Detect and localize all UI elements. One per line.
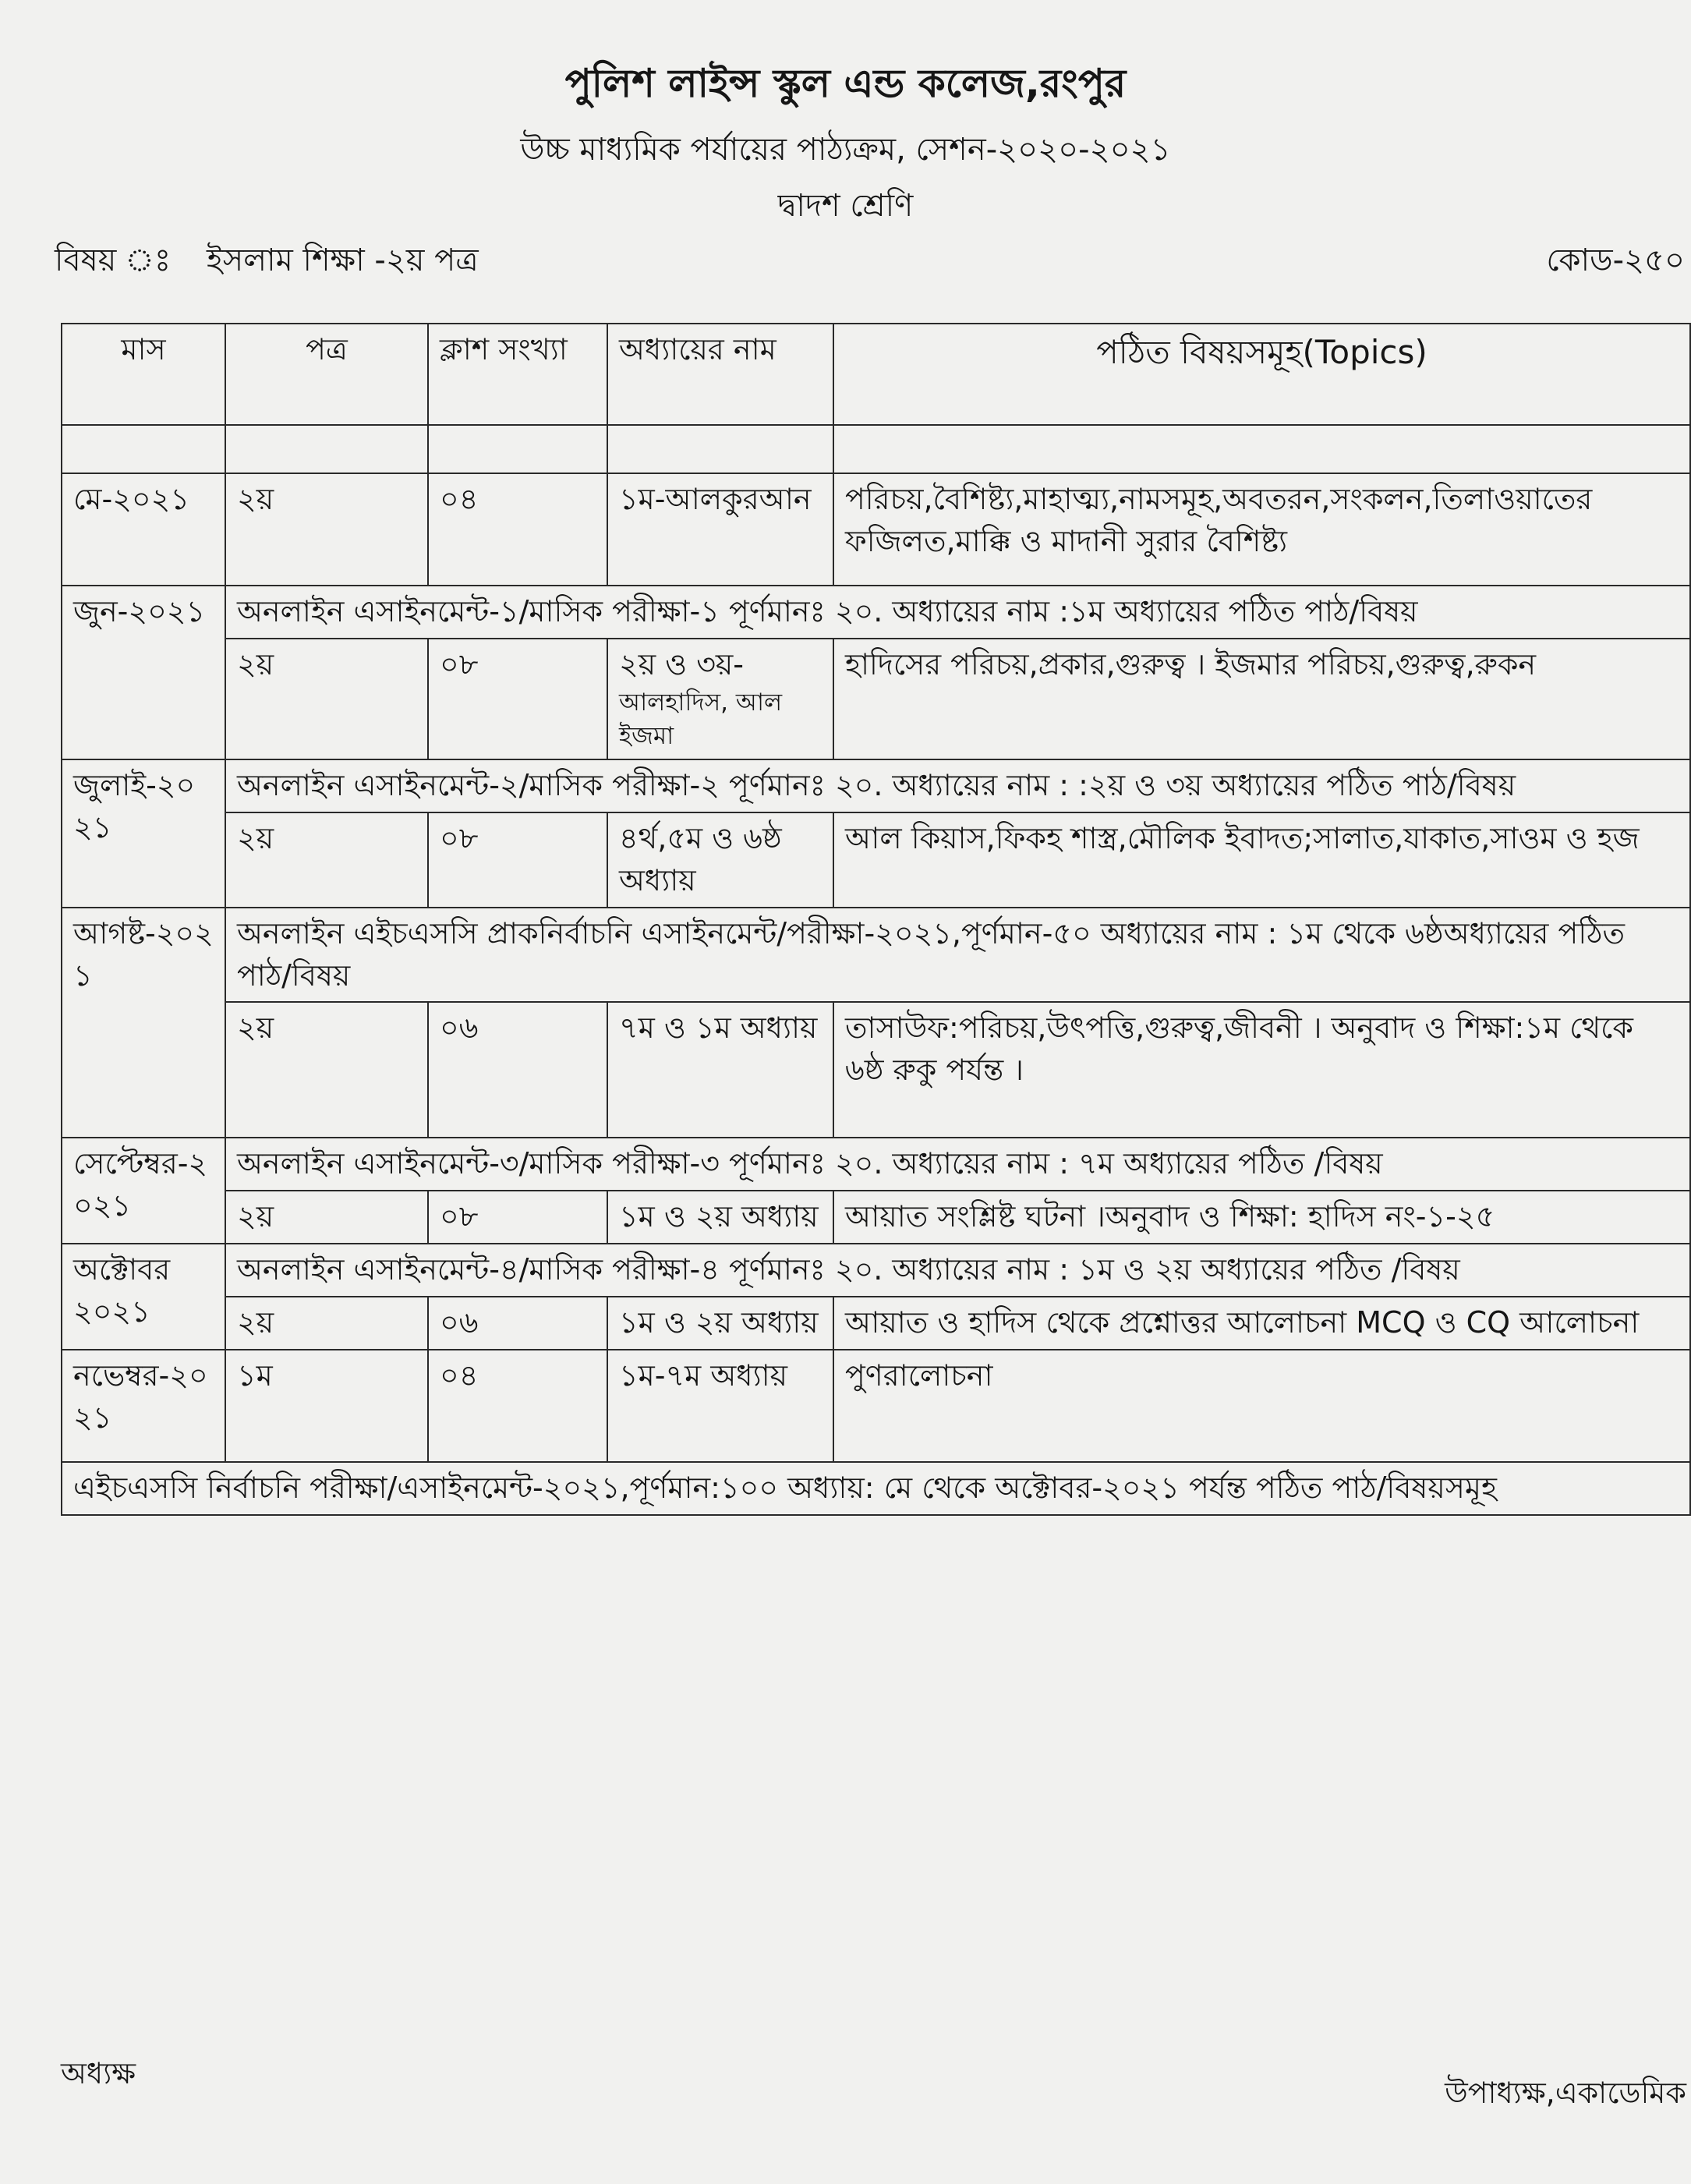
- chapter-cell: ৪র্থ,৫ম ও ৬ষ্ঠ অধ্যায়: [607, 812, 833, 908]
- document-title: পুলিশ লাইন্স স্কুল এন্ড কলেজ,রংপুর: [564, 61, 1127, 106]
- class-count-cell: ০৪: [428, 473, 607, 586]
- assessment-note: অনলাইন এইচএসসি প্রাকনির্বাচনি এসাইনমেন্ট/পরীক্ষা-২০২১,পূর্ণমান-৫০ অধ্যায়ের নাম : ১ম থেকে ৬ষ্ঠঅধ্যায়ের পঠিত পাঠ/বিষয়: [225, 908, 1690, 1003]
- table-row: [62, 586, 1690, 639]
- topics-cell: আয়াত সংশ্লিষ্ট ঘটনা ।অনুবাদ ও শিক্ষা: হাদিস নং-১-২৫: [833, 1191, 1690, 1244]
- chapter-cell: ১ম-৭ম অধ্যায়: [607, 1350, 833, 1462]
- header-month: মাস: [62, 324, 225, 425]
- topics-cell: তাসাউফ:পরিচয়,উৎপত্তি,গুরুত্ব,জীবনী । অনুবাদ ও শিক্ষা:১ম থেকে ৬ষ্ঠ রুকু পর্যন্ত ।: [833, 1002, 1690, 1138]
- document-subtitle: উচ্চ মাধ্যমিক পর্যায়ের পাঠ্যক্রম, সেশন-২০২০-২০২১: [520, 132, 1171, 168]
- class-count-cell: ০৮: [428, 1191, 607, 1244]
- chapter-cell: ৭ম ও ১ম অধ্যায়: [607, 1002, 833, 1138]
- month-cell: জুন-২০২১: [62, 586, 225, 759]
- chapter-cell: ১ম ও ২য় অধ্যায়: [607, 1191, 833, 1244]
- table-row: [62, 425, 1690, 473]
- topics-cell: পরিচয়,বৈশিষ্ট্য,মাহাত্ম্য,নামসমূহ,অবতরন,সংকলন,তিলাওয়াতের ফজিলত,মাক্কি ও মাদানী সুরার বৈশিষ্ট্য: [833, 473, 1690, 586]
- table-row: [62, 639, 1690, 759]
- class-count-cell: ০৬: [428, 1297, 607, 1350]
- paper-cell: ২য়: [225, 473, 428, 586]
- table-row: [62, 1244, 1690, 1297]
- table-row: [62, 1138, 1690, 1191]
- header-class-count: ক্লাশ সংখ্যা: [428, 324, 607, 425]
- principal-signature-label: অধ্যক্ষ: [61, 2056, 136, 2090]
- final-exam-note: এইচএসসি নির্বাচনি পরীক্ষা/এসাইনমেন্ট-২০২১,পূর্ণমান:১০০ অধ্যায়: মে থেকে অক্টোবর-২০২১ পর্যন্ত পঠিত পাঠ/বিষয়সমূহ: [62, 1462, 1690, 1515]
- assessment-note: অনলাইন এসাইনমেন্ট-৪/মাসিক পরীক্ষা-৪ পূর্ণমানঃ ২০. অধ্যায়ের নাম : ১ম ও ২য় অধ্যায়ের পঠিত /বিষয়: [225, 1244, 1690, 1297]
- chapter-cell: ১ম ও ২য় অধ্যায়: [607, 1297, 833, 1350]
- class-count-cell: ০৪: [428, 1350, 607, 1462]
- class-count-cell: ০৮: [428, 639, 607, 759]
- paper-cell: ২য়: [225, 639, 428, 759]
- assessment-note: অনলাইন এসাইনমেন্ট-২/মাসিক পরীক্ষা-২ পূর্ণমানঃ ২০. অধ্যায়ের নাম : :২য় ও ৩য় অধ্যায়ের পঠিত পাঠ/বিষয়: [225, 759, 1690, 812]
- topics-cell: পুণরালোচনা: [833, 1350, 1690, 1462]
- table-row: [62, 1191, 1690, 1244]
- paper-cell: ২য়: [225, 812, 428, 908]
- assessment-note: অনলাইন এসাইনমেন্ট-৩/মাসিক পরীক্ষা-৩ পূর্ণমানঃ ২০. অধ্যায়ের নাম : ৭ম অধ্যায়ের পঠিত /বিষয়: [225, 1138, 1690, 1191]
- table-row: [62, 908, 1690, 1003]
- topics-cell: হাদিসের পরিচয়,প্রকার,গুরুত্ব । ইজমার পরিচয়,গুরুত্ব,রুকন: [833, 639, 1690, 759]
- month-cell: সেপ্টেম্বর-২০২১: [62, 1138, 225, 1244]
- chapter-cell: [607, 639, 833, 759]
- class-name: দ্বাদশ শ্রেণি: [777, 188, 914, 224]
- header-topics: পঠিত বিষয়সমূহ(Topics): [833, 324, 1690, 425]
- table-row: [62, 1002, 1690, 1138]
- month-cell: আগষ্ট-২০২১: [62, 908, 225, 1138]
- table-header-row: [62, 324, 1690, 425]
- table-row: [62, 759, 1690, 812]
- month-cell: জুলাই-২০২১: [62, 759, 225, 908]
- table-row: [62, 1350, 1690, 1462]
- paper-cell: ২য়: [225, 1191, 428, 1244]
- vice-principal-signature-label: উপাধ্যক্ষ,একাডেমিক: [1445, 2076, 1686, 2110]
- table-row: [62, 812, 1690, 908]
- syllabus-table: [61, 323, 1691, 1516]
- chapter-cell: ১ম-আলকুরআন: [607, 473, 833, 586]
- table-row: [62, 1297, 1690, 1350]
- class-count-cell: ০৬: [428, 1002, 607, 1138]
- header-paper: পত্র: [225, 324, 428, 425]
- subject-name: ইসলাম শিক্ষা -২য় পত্র: [207, 242, 479, 278]
- subject-label: বিষয় ঃ: [55, 242, 172, 278]
- subject-code: কোড-২৫০: [1546, 242, 1685, 278]
- paper-cell: ২য়: [225, 1297, 428, 1350]
- chapter-subtitle: আলহাদিস, আল ইজমা: [619, 688, 783, 751]
- class-count-cell: ০৮: [428, 812, 607, 908]
- table-row: [62, 1462, 1690, 1515]
- topics-cell: আয়াত ও হাদিস থেকে প্রশ্নোত্তর আলোচনা MCQ ও CQ আলোচনা: [833, 1297, 1690, 1350]
- header-chapter: অধ্যায়ের নাম: [607, 324, 833, 425]
- chapter-title: ২য় ও ৩য়-: [619, 646, 745, 681]
- month-cell: মে-২০২১: [62, 473, 225, 586]
- topics-cell: আল কিয়াস,ফিকহ শাস্ত্র,মৌলিক ইবাদত;সালাত,যাকাত,সাওম ও হজ: [833, 812, 1690, 908]
- table-row: [62, 473, 1690, 586]
- month-cell: অক্টোবর ২০২১: [62, 1244, 225, 1350]
- paper-cell: ১ম: [225, 1350, 428, 1462]
- assessment-note: অনলাইন এসাইনমেন্ট-১/মাসিক পরীক্ষা-১ পূর্ণমানঃ ২০. অধ্যায়ের নাম :১ম অধ্যায়ের পঠিত পাঠ/বিষয়: [225, 586, 1690, 639]
- paper-cell: ২য়: [225, 1002, 428, 1138]
- month-cell: নভেম্বর-২০২১: [62, 1350, 225, 1462]
